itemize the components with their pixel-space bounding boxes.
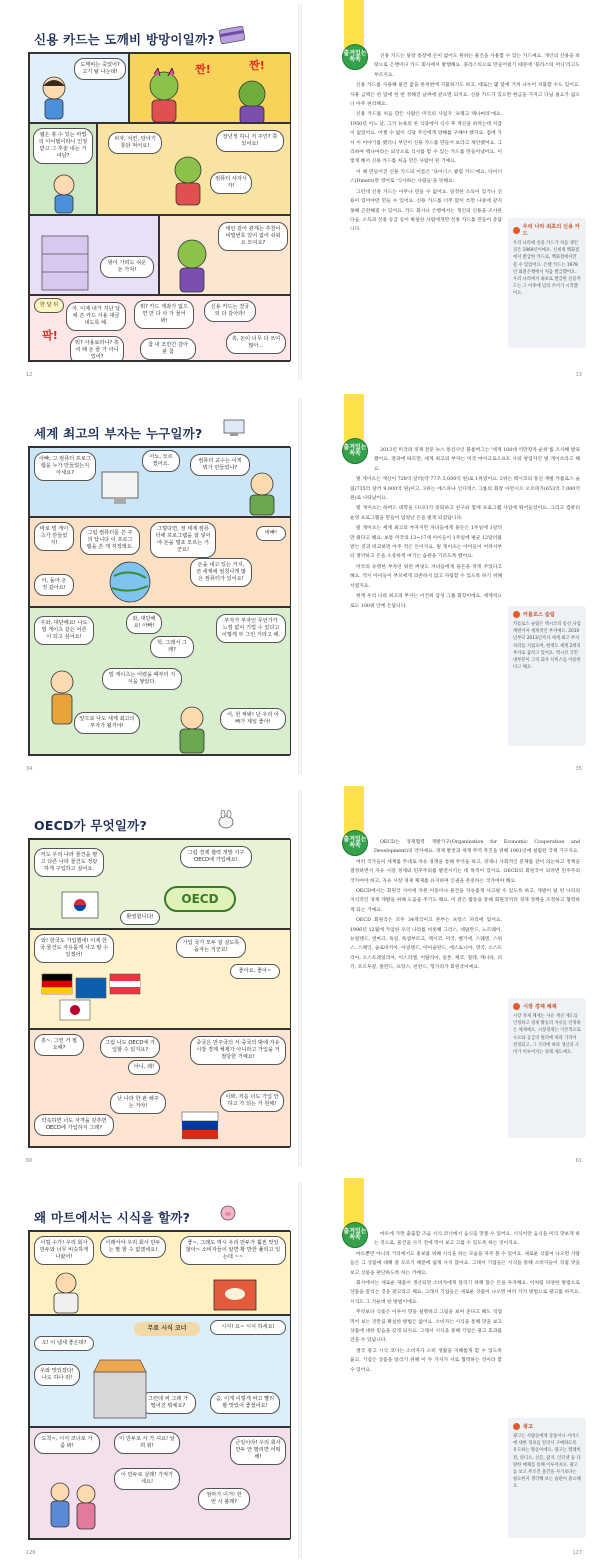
store-shelf-icon xyxy=(40,230,90,292)
speech-bubble: 아빠, 그 컴퓨터 프로그램을 누가 만들었는지 아세요? xyxy=(34,452,96,481)
speech-bubble: 가입 국가 모두 잘 살도록 돕자는 거군요! xyxy=(176,936,246,958)
paragraph: OECD 회원국은 모두 34개국이고 본부는 프랑스 파리에 있어요. 1996년 12월에 가입한 우리 나라를 비롯해 그리스, 네덜란드, 노르웨이, 뉴질랜드, 덴마크, 독일, 룩셈부르크, 멕시코, 미국, 벨기에, 스웨덴, 스위스, 스페인, 슬로바키아, 아일랜드, 아이슬란드, 에스토니아, 영국, 오스트리아, 오스트레일리아, 이스라엘, 이탈리아, 일본, 체코, 칠레, 캐나다, 터키, 포르투갈, 폴란드, 프랑스, 핀란드, 헝가리가 회원국이에요. xyxy=(350,918,502,971)
boy-character-icon xyxy=(44,668,80,738)
speech-bubble: 그럼 나도 OECD에 가입할 수 있지요? xyxy=(100,1036,160,1058)
globe-icon xyxy=(90,558,170,606)
body-text xyxy=(350,1230,580,1376)
pig-mascot-icon xyxy=(212,1202,256,1222)
speech-bubble: 시식! 요~ 시식 하세요! xyxy=(210,1320,286,1335)
goblin-character-icon xyxy=(230,78,274,123)
sidebar-text: 광고는 사람들에게 상품이나 서비스에 대한 정보를 알려서 구매하도록 유도하는 활동이에요. 광고는 텔레비전, 라디오, 신문, 잡지, 인터넷 등 다양한 매체를 통해 이루어져요. 광고를 보고 무조건 물건을 사기보다는 필요한지 생각해 보는 습관이 중요해요. xyxy=(513,1434,581,1490)
speech-bubble: 엄마가 이거! 한 번 사 볼래? xyxy=(198,1488,250,1510)
page-title: 신용 카드는 도깨비 방망이일까? xyxy=(34,32,215,47)
speech-bubble: 피자, 치킨, 탕아기 통닭 먹어요! xyxy=(108,132,162,154)
speech-bubble: 그렇다면, 정 세계 컴퓨터에 프로그램을 잘 넣어야 돈을 벌죠 모르는 거군요! xyxy=(150,522,216,558)
speech-bubble: 자, 이제 내가 지난 달에 쓴 카드 사용 대금 내도록 해. xyxy=(66,302,126,331)
page-number: 12 xyxy=(26,372,33,378)
speech-bubble: 좋아요, 좋아~ xyxy=(230,964,280,979)
speech-bubble: 저도 우리 나라 물건을 팔고 다른 나라 물건도 정당하게 구입하고 싶어요. xyxy=(34,848,104,877)
left-page xyxy=(0,394,298,778)
speech-bubble: 컴퓨터 교수는 이게 뭐가 만들었나? xyxy=(190,454,250,476)
speech-bubble: 바빠! xyxy=(256,526,286,541)
paragraph: 2013년 미국의 경제 전문 뉴스 통신사인 블룸버그는 '세계 100대 억만장자 순위'를 조사해 발표했어요. 결과에 따르면, 세계 최고의 부자는 미국 마이크로소프트 사의 창업자인 빌 게이츠라고 해요. xyxy=(374,448,580,472)
paragraph: 빌 게이츠는 세계 최고의 부자지만 자녀들에게 용돈은 1주일에 1달러만 줬다고 해요. 보통 미국의 13~17세 아이들이 1주일에 평균 12달러를 받는 것과 비교하면 아주 적은 돈이지요. 빌 게이츠는 아이들이 어려서부터 절약하고 돈을 소중하게 여기는 습관을 기르도록 했어요. xyxy=(350,526,502,560)
speech-bubble: 뭐? 사용료라니? 흑여 때 돈 줄 가 아니었어? xyxy=(70,336,124,361)
speech-bubble: 중국은 만주국의 서 중국의 밖에 자유 시장 경제 체제가 아니라고 가입을 거절당한 거예요! xyxy=(190,1036,286,1065)
speech-bubble: 우와, 대단해요! 나도 빌 게이츠 같은 어른이 되고 싶어요! xyxy=(34,616,94,645)
bullet-icon xyxy=(513,1423,520,1430)
sound-effect: 팍! xyxy=(42,329,58,342)
credit-card-icon xyxy=(212,24,256,44)
speech-bubble: 그럼 경제 협력 개발 기구 OECD에 가입해요! xyxy=(180,846,252,868)
speech-bubble: 왕이 가려도 쉬운 돈 가져! xyxy=(100,256,154,278)
speech-bubble: 약속하면 너도 자격을 갖추면 OECD에 가입하지 그래? xyxy=(34,1114,114,1136)
comic-panel xyxy=(29,929,291,1029)
speech-bubble: 아뇨, 모르겠어요. xyxy=(142,450,180,472)
speech-bubble: 아니, 왜! xyxy=(128,1060,160,1075)
right-page xyxy=(302,1178,600,1562)
speech-bubble: 빌 게이츠는 어렸을 때부터 지식을 쌓았다. xyxy=(102,668,182,690)
page-title: OECD가 무엇일까? xyxy=(34,818,147,833)
boy-character-icon xyxy=(36,74,72,122)
body-text xyxy=(350,52,580,236)
speech-bubble: 와, 대단해요! 아빠! xyxy=(126,612,162,634)
comic-panel xyxy=(29,123,97,215)
paragraph: 그런데 신용 카드는 아무나 만들 수 없어요. 일정한 소득이 있거나 신용이 있어야만 만들 수 있어요. 신용 카드를 너무 많이 쓰면 나중에 갚지 못해 곤란해질 수 있어요. 카드 회사나 은행에서는 개인의 신용을 조사한 다음, 소득과 신용 등급 등이 확실한 사람에게만 신용 카드를 만들어 준답니다. xyxy=(350,189,502,233)
speech-bubble: 좋~, 그래도 역시 우리 만두가 훨씬 맛있잖아~ 소비자들이 알면 확 반한 풀리고 있는데 ~~ xyxy=(180,1236,286,1265)
paragraph: 신용 카드를 사용해 물건 값을 한꺼번에 지불하기도 하고, 때로는 몇 달에 거쳐 나누어 지불할 수도 있어요. 사용 금액은 한 달에 한 번 정해진 날짜에 갚으면 되지요. 신용 카드가 있으면 현금을 가지고 다닐 필요가 없으니 아주 편리해요. xyxy=(350,83,580,108)
paragraph: OECD는 경제협력 개발기구(Organization for Economic Cooperation and Development)의 약자예요. 경제 발전과 세계 무역 촉진을 위해 1961년에 설립된 국제 기구지요. xyxy=(374,840,580,855)
speech-bubble: 흑, 돈이 너무 다 쓰여 많아... xyxy=(226,332,286,354)
speech-bubble: 웹은 쏭 수 있는 마법의 아이템이라니 인정 받고 그 후술 내는 거 여담? xyxy=(33,128,93,164)
speech-bubble: 앞으로 나도 세계 최고의 부자가 될거야! xyxy=(74,712,140,734)
worker-character-icon xyxy=(46,1270,86,1314)
speech-bubble: 도착~, 시식 코너로 가 좀 봐! xyxy=(34,1432,100,1454)
speech-bubble: 난 나라 한 판 해주는 거야! xyxy=(110,1092,166,1114)
father-character-icon xyxy=(170,704,214,754)
comic-panel xyxy=(29,607,291,755)
speech-bubble: 와! 한국도 가입했네! 이제 한국 물건도 자유롭게 사고 팔 수 있겠어! xyxy=(34,934,114,963)
sidebar-text: 우리 나라에 신용 카드가 처음 생긴 것은 1969년이에요. 신세계 백화점에서 발급한 카드로, 백화점에서만 쓸 수 있었어요. 은행 카드는 1978년 외환은행에서 처음 발급했어요. 우리 나라에서 최초로 발급한 신용카드는 그 이후에 널리 쓰이기 시작했어요. xyxy=(513,241,581,297)
speech-bubble: 뭐? 카드 계좌가 없으면 만 다 사 가 물어봐! xyxy=(134,300,194,329)
speech-bubble: 오! 이 냄새 좋은데? xyxy=(34,1336,94,1351)
sidebar-title: 우리 나라 최초의 신용 카드 xyxy=(522,224,580,237)
rabbit-mascot-icon xyxy=(212,810,256,830)
bullet-icon xyxy=(513,611,520,618)
page-title: 세계 최고의 부자는 누구일까? xyxy=(34,426,203,441)
page-number: 127 xyxy=(572,1550,582,1556)
speech-bubble: 그런데 써 그래 가 떨어진 뭐예요? xyxy=(140,1392,196,1414)
paragraph: 빌 게이츠는 하버드 대학을 다니다가 중퇴하고 친구와 함께 프로그램 사업에 뛰어들었어요. 그리고 컴퓨터 운영 프로그램을 만들어 엄청난 돈을 벌게 되었답니다. xyxy=(350,506,580,521)
speech-bubble: 그럼 컴퓨터를 쓴 주의 답니다 이 프로그램을 쓴 게 걱정돼요. xyxy=(80,526,140,555)
comic-strip xyxy=(28,52,290,362)
speech-bubble: 헉, 그래서 그래? xyxy=(150,636,194,658)
paragraph: 무엇보다 식품은 이루어 맛을 설명하고 그림을 보여 준다고 해도 직접 먹어 보는 것만큼 확실한 방법은 없어요. 소비자는 시식을 통해 맛을 보고 상품에 대한 믿음을 갖게 되지요. 그래서 시식을 통해 기업은 광고 효과를 얻을 수 있답니다. xyxy=(350,1310,502,1344)
section-tag: 출겨있는 쏙쏙 xyxy=(342,830,368,856)
paragraph: 이 때 만들어진 신용 카드의 이름은 '다이너스 클럽 카드'예요. 다이너스(Diners)란 영어로 '식사하는 사람들'을 뜻해요. xyxy=(350,169,502,185)
speech-bubble: 음, 이게 이렇게 싸고 빨리 팔 맛있어 좋겠어요! xyxy=(210,1392,280,1414)
body-text xyxy=(350,838,580,974)
right-page xyxy=(302,394,600,778)
speech-bubble: 이 만두로 사 가 셔요! 알려 줘! xyxy=(114,1432,180,1454)
speech-bubble: 장년정 하니 저 주인? 쭉 있어요! xyxy=(216,130,284,152)
bullet-icon xyxy=(513,1003,520,1010)
paragraph: 신용 카드를 처음 만든 사람은 미국의 사업가 '프랭크 맥나마라'예요. 1950년 어느 날, 그가 뉴욕의 한 식당에서 식사 후 계산을 하려는데 지갑이 없었어요. 어쩔 수 없이 식당 주인에게 양해를 구해야 했지요. 집에 가서 이 이야기를 했더니 부인이 신용 카드를 만들어 보라고 제안했어요. 그리하여 맥나마라는 외상으로 식사를 할 수 있는 카드를 만들어냈어요. 이렇게 해서 신용 카드를 처음 만든 사람이 된 거예요. xyxy=(350,112,502,165)
sidebar-box xyxy=(508,998,586,1138)
speech-bubble: 우와 맛있겠다! 나도 하나 줘! xyxy=(34,1364,80,1386)
spread-1 xyxy=(0,0,600,384)
comic-panel xyxy=(29,1231,291,1315)
paragraph: 빌 게이츠는 재산이 728억 달러(약 77조 3,000억 원)로 1위였어요. 2위는 멕시코의 통신 재벌 카를로스 슬림(735억 달러 9,000억 원)이고, 3위는 에스파냐 인디텍스 그룹의 회장 아만시오 오르테가(653억 7,000억 원)로 나타났어요. xyxy=(350,477,580,502)
speech-bubble: 돈을 내고 있는 거지, 전 세계에 엄청나게 많은 컴퓨터가 있어요! xyxy=(190,558,252,587)
comic-panel xyxy=(29,1427,291,1539)
paragraph: 회사에서는 새로운 제품이 생산되면 소비자에게 알리기 위해 많은 돈을 투자해요. 이처럼 다양한 방법으로 상품을 알리는 것을 광고라고 해요. 그래서 기업들은 새로운 상품이 나오면 여러 가지 방법으로 광고를 하지요. 시식도 그 가운데 한 방법이에요. xyxy=(350,1281,580,1305)
right-page xyxy=(302,0,600,384)
left-page xyxy=(0,786,298,1170)
page-number: 35 xyxy=(575,766,582,772)
sample-corner-sign: 무료 시식 코너 xyxy=(134,1322,200,1336)
sidebar-text: 카를로스 슬림은 멕시코의 통신 사업 재벌이자 세계적인 부자예요. 2010년부터 2013년까지 세계 최고 부자 자리를 지켰으며, 현재도 세계 2위의 부자로 꼽히고 있어요. 멕시코 국민 대부분이 그의 회사 서비스를 이용한다고 해요. xyxy=(513,622,581,671)
speech-bubble: 컴퓨터 사자시자! xyxy=(210,172,252,194)
market-stall-icon xyxy=(90,1352,150,1422)
comic-panel xyxy=(97,123,291,215)
section-tag: 출겨있는 쏙쏙 xyxy=(342,44,368,70)
spread-4 xyxy=(0,1178,600,1562)
speech-bubble: 바로 빌 게이츠가 만들었지! xyxy=(34,522,74,551)
korea-flag-icon xyxy=(60,886,100,926)
paragraph: 마트뿐만 아니라 거리에서도 홍보를 위해 시식을 하는 모습을 자주 볼 수 있어요. 새로운 상품이 나오면 사람들은 그 상품에 대해 잘 모르기 때문에 쉽게 사지 않아요. 그래서 기업들은 시식을 통해 소비자들이 직접 맛을 보고 상품을 판단하도록 하는 거예요. xyxy=(350,1251,580,1276)
page-number: 34 xyxy=(26,766,33,772)
comic-strip xyxy=(28,446,290,756)
comic-panel xyxy=(159,215,291,295)
page-number: 60 xyxy=(26,1158,33,1164)
caption-box: 한 달 뒤 xyxy=(34,298,64,313)
speech-bubble: 큰일이야! 우리 회사 만두 안 팔리면 어떡해! xyxy=(230,1436,286,1465)
comic-panel xyxy=(29,215,159,295)
father-character-icon xyxy=(240,470,284,516)
speech-bubble: 이 만두로 살래! 가져가세요! xyxy=(114,1468,180,1490)
comic-strip xyxy=(28,838,290,1148)
page-number: 126 xyxy=(26,1550,36,1556)
sidebar-box xyxy=(508,1418,586,1538)
comic-panel xyxy=(29,447,291,517)
comic-panel xyxy=(29,295,291,361)
goblin-character-icon xyxy=(168,154,208,206)
computer-icon xyxy=(212,418,256,438)
paragraph: 미국의 유명한 부자인 워런 버핏도 자녀들에게 용돈을 적게 주었다고 해요. 역시 아이들이 부모에게 의존하지 않고 자립할 수 있도록 하기 위해서였지요. xyxy=(350,564,502,589)
boy-character-icon xyxy=(46,172,82,214)
dumpling-box-icon xyxy=(210,1270,260,1314)
body-text xyxy=(350,446,580,612)
section-tag: 출겨있는 쏙쏙 xyxy=(342,1222,368,1248)
speech-bubble: 이봐, 처음 너도 가입 안 하고 가 되는 거 원해! xyxy=(220,1090,284,1112)
speech-bubble: 참 내 조만간 갚아 판 참 xyxy=(140,338,196,360)
computer-monitor-icon xyxy=(100,468,140,516)
section-tag: 출겨있는 쏙쏙 xyxy=(342,438,368,464)
comic-panel xyxy=(29,517,291,607)
sidebar-box xyxy=(508,218,586,348)
goblin-character-icon xyxy=(170,236,214,294)
speech-bubble: 이래서야 우리 회사 만두는 팔 할 수 없겠네요! xyxy=(100,1236,166,1258)
comic-strip xyxy=(28,1230,290,1540)
comic-panel xyxy=(29,1029,291,1147)
speech-bubble: 이럴 수가! 우리 회사 만두와 너무 비슷하게 나왔어! xyxy=(34,1236,94,1265)
speech-bubble: 부자가 부자인 무언가가 느낌 없이 기업 수 있다고 이렇게 부 그런 거라고 해. xyxy=(216,614,286,643)
speech-bubble: 도깨비는 죽었어? 고기 탈 나는데! xyxy=(74,58,126,80)
paragraph: 신용 카드는 당장 통장에 돈이 없어도 원하는 물건을 사용할 수 있는 카드예요. 개인의 신용을 바탕으로 은행이나 카드 회사에서 발행해요. 플라스틱으로 만들어졌기 때문에 '플라스틱 머니'라고도 부르지요. xyxy=(374,54,580,78)
flags-group-icon xyxy=(40,970,160,1026)
oecd-logo: OECD xyxy=(164,886,236,912)
sidebar-title: 카를로스 슬림 xyxy=(523,612,555,618)
paragraph: 마트에 가면 출출할 즈음 시식 코너에서 음식을 맛볼 수 있어요. 시식이란 음식을 미리 맛보게 하는 것으로, 물건을 사기 전에 먹어 보고 고를 수 있도록 하는 것이지요. xyxy=(374,1232,580,1247)
paragraph: 현재 우리 나라 최고의 부자는 이건희 삼성 그룹 회장이에요. 세계적으로도 100위 안에 든답니다. xyxy=(350,594,502,609)
sidebar-text: 시장 경제 체제는 사유 재산 제도를 인정하고 경제 활동의 자유를 인정하는 체제예요. 시장경제는 기본적으로 수요와 공급의 원리에 따라 가격이 결정되고, 그 가격에 따라 생산과 소비가 이루어지는 경제 제도예요. xyxy=(513,1014,581,1056)
speech-bubble: 아, 돌아 온 것 같아요! xyxy=(34,574,74,596)
bullet-icon xyxy=(513,227,520,234)
right-page xyxy=(302,786,600,1170)
sound-effect: 짠! xyxy=(195,63,211,76)
page-title: 왜 마트에서는 시식을 할까? xyxy=(34,1210,191,1225)
speech-bubble: 어, 헌 짜봐! 난 우리 아빠가 제일 좋아! xyxy=(220,708,286,730)
page-number: 61 xyxy=(575,1158,582,1164)
sidebar-title: 광고 xyxy=(523,1424,534,1430)
spread-2 xyxy=(0,394,600,778)
page-number: 13 xyxy=(575,372,582,378)
paragraph: 여러 국가들이 세계를 무대로 자유 경쟁을 통해 무역을 하고, 경제나 사회적인 문제를 같이 의논하고 정책을 결정하면서 자유 시장 경제와 민주주의를 발전시키는 데 목적이 있어요. OECD의 회원국이 되려면 민주주의 국가여야 하고, 자유 시장 경제 체제를 유지하며 인권을 존중하는 국가여야 해요. xyxy=(350,859,580,884)
comic-panel xyxy=(129,53,291,123)
comic-panel xyxy=(29,839,291,929)
comic-panel xyxy=(29,53,129,123)
left-page xyxy=(0,1178,298,1562)
left-page xyxy=(0,0,298,384)
speech-bubble: 신용 카드는 결국 외 다 갚아라! xyxy=(204,300,256,322)
paragraph: OECD에서는 회원국 사이에 자본 이동이나 물건을 자유롭게 사고팔 수 있도록 하고, 개발이 덜 된 나라의 지식적인 경제 개발을 위해 도움을 주기도 해요. 이 같은 활동을 통해 회원국끼리 경제 정책을 조정하고 협력하게 되는 거예요. xyxy=(350,889,580,913)
russia-flag-icon xyxy=(180,1108,220,1144)
paragraph: 결국 광고 시식 코너는 소비자가 소비 생활을 지혜롭게 할 수 있도록 돕고, 기업은 상품을 알리기 위해 이 두 가지가 서로 협력하는 것이라 할 수 있어요. xyxy=(350,1348,502,1373)
sound-effect: 짠! xyxy=(249,59,265,72)
speech-bubble: 환영합니다! xyxy=(120,910,160,925)
sidebar-box xyxy=(508,606,586,746)
speech-bubble: 애인 같아 관계는 추천이 비밀번호 있어 없어 쉬워요 모여요? xyxy=(218,222,288,251)
sidebar-title: 시장 경제 체제 xyxy=(523,1004,557,1010)
speech-bubble: 흥~, 그런 거 필요해? xyxy=(34,1034,84,1056)
shoppers-group-icon xyxy=(44,1476,104,1536)
comic-panel xyxy=(29,1315,291,1427)
goblin-character-icon xyxy=(142,68,186,123)
spread-3 xyxy=(0,786,600,1170)
